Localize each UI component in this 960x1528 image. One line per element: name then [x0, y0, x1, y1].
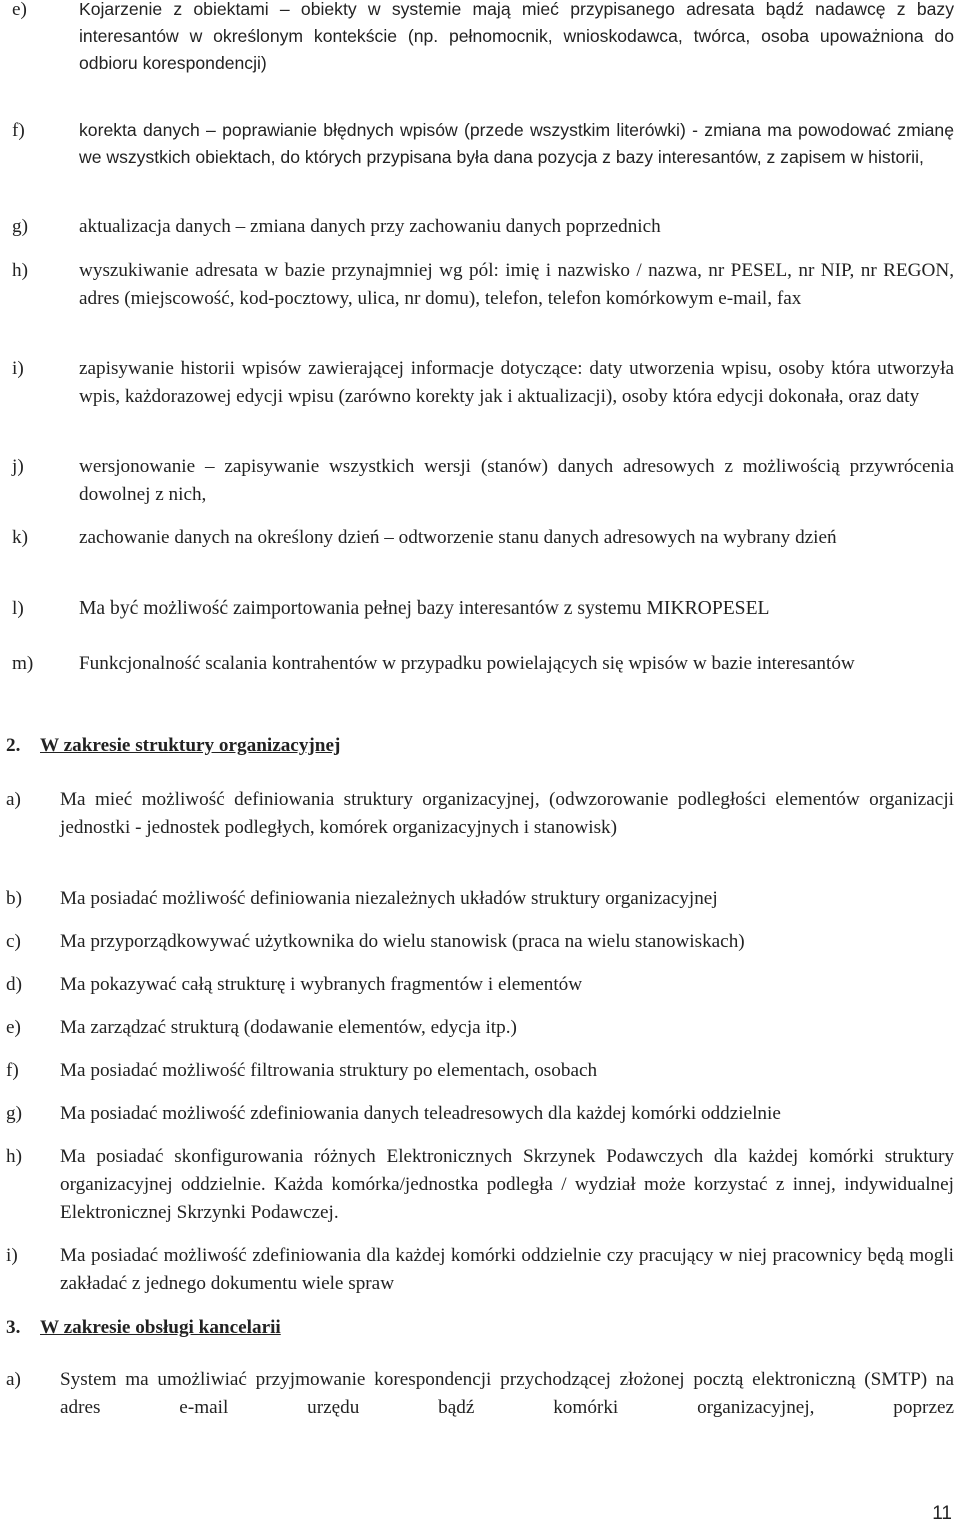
list-item-label: b)	[6, 888, 22, 909]
list-item-e	[0, 1014, 954, 1042]
list-item-g	[0, 1100, 954, 1128]
list-item-f	[0, 1057, 954, 1085]
list-item-label: h)	[6, 1146, 22, 1167]
list-item-text: Ma posiadać możliwość zdefiniowania danych teleadresowych dla każdej komórki oddzielnie	[60, 1103, 781, 1124]
list-item-text: Funkcjonalność scalania kontrahentów w przypadku powielających się wpisów w bazie interesantów	[79, 653, 855, 674]
list-item-label: f)	[12, 120, 25, 141]
list-item-k	[0, 524, 954, 552]
section-heading-2	[6, 732, 340, 760]
section-heading-3	[6, 1314, 281, 1342]
list-item-label: a)	[6, 789, 21, 810]
list-item-m	[0, 648, 954, 680]
section-title: W zakresie struktury organizacyjnej	[40, 735, 341, 756]
list-item-c	[0, 928, 954, 956]
list-item-text: Ma posiadać możliwość definiowania niezależnych układów struktury organizacyjnej	[60, 888, 718, 909]
list-item-j	[0, 453, 954, 509]
list-item-h	[0, 257, 954, 313]
page-number: 11	[932, 1503, 952, 1524]
list-item-label: c)	[6, 931, 21, 952]
list-item-l	[0, 595, 954, 623]
list-item-label: m)	[12, 653, 34, 674]
list-item-label: g)	[6, 1103, 22, 1124]
list-item-label: a)	[6, 1369, 21, 1390]
list-item-text: System ma umożliwiać przyjmowanie korespondencji przychodzącej złożonej pocztą elektroniczną (SMTP) na adres e-mail urzędu bądź komórki organizacyjnej, poprzez	[60, 1369, 954, 1418]
list-item-text: Ma mieć możliwość definiowania struktury organizacyjnej, (odwzorowanie podległości elementów organizacji jednostki - jednostek podległych, komórek organizacyjnych i stanowisk)	[60, 789, 954, 838]
section-number: 2.	[6, 735, 21, 756]
section-title: W zakresie obsługi kancelarii	[40, 1317, 281, 1338]
list-item-text: zapisywanie historii wpisów zawierającej informacje dotyczące: daty utworzenia wpisu, osoby która utworzyła wpis, każdorazowej edycji wpisu (zarówno korekty jak i aktualizacji), osoby która edycji dokonała, oraz daty	[79, 358, 954, 407]
list-item-a	[0, 786, 954, 842]
list-item-text: Ma pokazywać całą strukturę i wybranych fragmentów i elementów	[60, 974, 583, 995]
list-item-label: i)	[12, 358, 24, 379]
list-item-d	[0, 971, 954, 999]
list-item-i	[0, 355, 954, 411]
list-item-a	[0, 1366, 954, 1422]
list-item-i	[0, 1242, 954, 1298]
list-item-label: d)	[6, 974, 22, 995]
list-item-text: Ma posiadać możliwość filtrowania struktury po elementach, osobach	[60, 1060, 598, 1081]
list-item-text: korekta danych – poprawianie błędnych wpisów (przede wszystkim literówki) - zmiana ma powodować zmianę we wszystkich obiektach, do których przypisana była dana pozycja z bazy interesantów, z zapisem w historii,	[79, 120, 954, 167]
list-item-label: e)	[6, 1017, 21, 1038]
list-item-text: Kojarzenie z obiektami – obiekty w systemie mają mieć przypisanego adresata bądź nadawcę z bazy interesantów w określonym kontekście (np. pełnomocnik, wnioskodawca, twórca, osoba upoważniona do odbioru korespondencji)	[79, 0, 954, 73]
list-item-text: aktualizacja danych – zmiana danych przy zachowaniu danych poprzednich	[79, 216, 661, 237]
list-item-label: e)	[12, 0, 27, 20]
list-item-h	[0, 1143, 954, 1227]
list-item-text: Ma być możliwość zaimportowania pełnej bazy interesantów z systemu MIKROPESEL	[79, 598, 770, 619]
list-item-f	[0, 117, 954, 171]
list-item-label: i)	[6, 1245, 18, 1266]
list-item-text: Ma przyporządkowywać użytkownika do wielu stanowisk (praca na wielu stanowiskach)	[60, 931, 745, 952]
list-item-text: Ma posiadać skonfigurowania różnych Elektronicznych Skrzynek Podawczych dla każdej komórki struktury organizacyjnej oddzielnie. Każda komórka/jednostka podległa / wydział może korzystać z innej, indywidualnej Elektronicznej Skrzynki Podawczej.	[60, 1146, 954, 1223]
list-item-label: h)	[12, 260, 28, 281]
list-item-text: zachowanie danych na określony dzień – odtworzenie stanu danych adresowych na wybrany dzień	[79, 527, 837, 548]
list-item-label: g)	[12, 216, 28, 237]
list-item-g	[0, 213, 954, 241]
list-item-label: k)	[12, 527, 28, 548]
list-item-text: wersjonowanie – zapisywanie wszystkich wersji (stanów) danych adresowych z możliwością przywrócenia dowolnej z nich,	[79, 456, 954, 505]
section-number: 3.	[6, 1317, 21, 1338]
list-item-label: l)	[12, 598, 24, 619]
list-item-e	[0, 0, 954, 77]
list-item-label: j)	[12, 456, 24, 477]
list-item-label: f)	[6, 1060, 19, 1081]
list-item-text: Ma zarządzać strukturą (dodawanie elementów, edycja itp.)	[60, 1017, 517, 1038]
list-item-b	[0, 885, 954, 913]
list-item-text: Ma posiadać możliwość zdefiniowania dla każdej komórki oddzielnie czy pracujący w niej pracownicy będą mogli zakładać z jednego dokumentu wiele spraw	[60, 1245, 954, 1294]
list-item-text: wyszukiwanie adresata w bazie przynajmniej wg pól: imię i nazwisko / nazwa, nr PESEL, nr NIP, nr REGON, adres (miejscowość, kod-pocztowy, ulica, nr domu), telefon, telefon komórkowym e-mail, fax	[79, 260, 954, 309]
